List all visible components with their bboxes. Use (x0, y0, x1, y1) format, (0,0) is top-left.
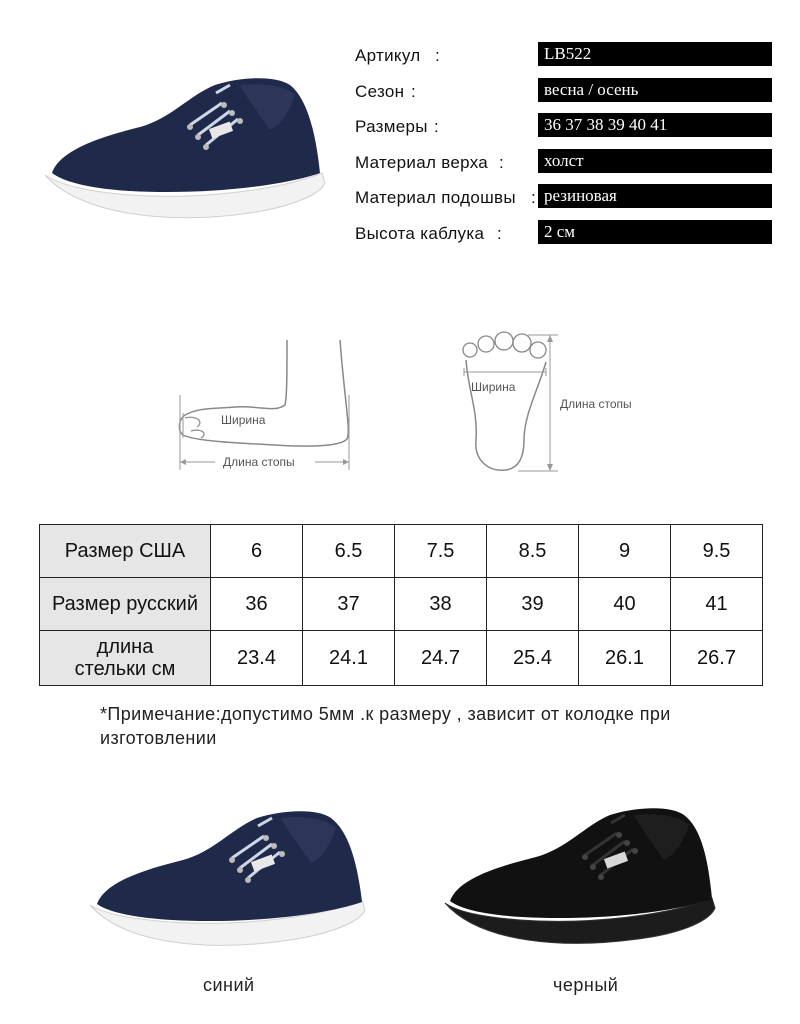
table-cell: 24.1 (303, 631, 395, 686)
header-line: стельки см (74, 658, 176, 680)
spec-row-sole-material (355, 184, 775, 220)
spec-row-heel-height (355, 220, 775, 256)
table-cell: 23.4 (211, 631, 303, 686)
product-image-navy[interactable] (85, 800, 375, 960)
table-row-us-size (40, 525, 763, 578)
spec-colon: : (435, 46, 440, 65)
spec-label: Материал подошвы (355, 188, 516, 208)
spec-value: холст (538, 149, 772, 173)
spec-row-sizes (355, 113, 775, 149)
table-cell: 8.5 (487, 525, 579, 578)
spec-value: 2 см (538, 220, 772, 244)
table-row-header: Размер США (40, 525, 211, 578)
spec-label: Высота каблука (355, 223, 485, 243)
table-cell: 6.5 (303, 525, 395, 578)
spec-row-season (355, 78, 775, 114)
foot-top-diagram (458, 330, 658, 485)
table-cell: 26.7 (671, 631, 763, 686)
spec-colon: : (434, 117, 439, 137)
header-line: длина (96, 636, 154, 658)
diagram-width-label: Ширина (221, 413, 266, 427)
table-cell: 6 (211, 525, 303, 578)
table-cell: 24.7 (395, 631, 487, 686)
table-cell: 36 (211, 578, 303, 631)
table-row-header: Размер русский (40, 578, 211, 631)
table-cell: 7.5 (395, 525, 487, 578)
product-image-black[interactable] (440, 795, 730, 955)
spec-row-article (355, 42, 775, 78)
table-cell: 9.5 (671, 525, 763, 578)
spec-label: Сезон (355, 81, 405, 101)
spec-value: LB522 (538, 42, 772, 66)
spec-value: 36 37 38 39 40 41 (538, 113, 772, 137)
variant-caption-navy: синий (203, 975, 255, 995)
table-row-ru-size (40, 578, 763, 631)
spec-colon: : (411, 81, 416, 101)
diagram-length-label: Длина стопы (560, 397, 632, 411)
spec-label: Материал верха (355, 152, 489, 172)
size-table (39, 524, 763, 686)
spec-value: резиновая (538, 184, 772, 208)
table-cell: 26.1 (579, 631, 671, 686)
spec-row-upper-material (355, 149, 775, 185)
table-cell: 9 (579, 525, 671, 578)
spec-colon: : (499, 152, 504, 172)
table-cell: 38 (395, 578, 487, 631)
product-image-navy-top (40, 55, 340, 235)
spec-colon: : (531, 188, 536, 208)
variant-caption-black: черный (553, 975, 619, 995)
table-row-insole-length (40, 631, 763, 686)
spec-label: Размеры (355, 117, 428, 137)
spec-table (355, 42, 775, 256)
table-cell: 37 (303, 578, 395, 631)
foot-side-diagram (175, 335, 360, 485)
table-row-header (40, 631, 211, 686)
table-cell: 40 (579, 578, 671, 631)
diagram-width-label: Ширина (471, 380, 516, 394)
table-cell: 25.4 (487, 631, 579, 686)
spec-label: Артикул (355, 46, 421, 65)
table-cell: 41 (671, 578, 763, 631)
size-note: *Примечание:допустимо 5мм .к размеру , зависит от колодке при изготовлении (100, 704, 671, 748)
table-cell: 39 (487, 578, 579, 631)
diagram-length-label: Длина стопы (223, 455, 295, 469)
spec-value: весна / осень (538, 78, 772, 102)
spec-colon: : (497, 223, 502, 243)
